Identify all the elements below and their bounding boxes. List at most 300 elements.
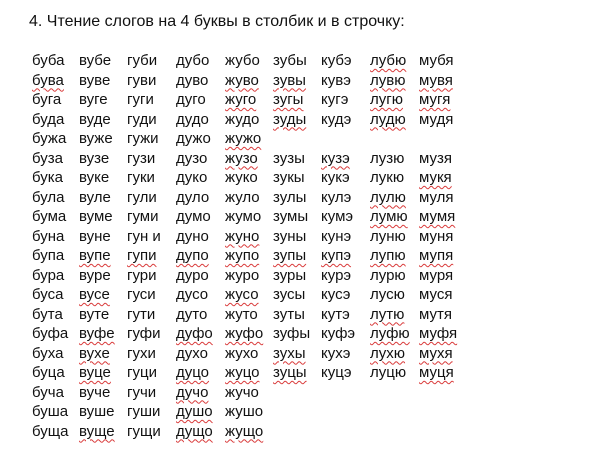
syllable-row	[32, 228, 459, 248]
syllable-cell	[370, 345, 419, 363]
syllable-cell	[370, 325, 419, 343]
syllable-cell	[176, 247, 225, 265]
syllable-cell	[225, 208, 273, 226]
syllable-word: зуны	[273, 227, 307, 245]
syllable-word: жухо	[225, 344, 259, 362]
syllable-row	[32, 208, 459, 228]
syllable-word: бута	[32, 305, 63, 323]
spellcheck-flagged-word: дучо	[176, 383, 209, 401]
spellcheck-flagged-word: зуды	[273, 110, 307, 128]
syllable-cell	[273, 72, 321, 90]
syllable-cell	[225, 403, 273, 421]
syllable-word: вуче	[79, 383, 111, 401]
syllable-cell	[273, 364, 321, 382]
syllable-cell	[127, 384, 176, 402]
syllable-cell	[419, 169, 459, 187]
syllable-cell	[370, 267, 419, 285]
syllable-cell	[273, 286, 321, 304]
syllable-cell	[419, 72, 459, 90]
syllable-word: буца	[32, 364, 65, 381]
syllable-cell	[127, 247, 176, 265]
syllable-cell	[79, 345, 127, 363]
syllable-cell	[321, 208, 370, 226]
syllable-word: гучи	[127, 383, 157, 401]
spellcheck-flagged-word: зуцы	[273, 364, 307, 381]
syllable-cell	[32, 384, 79, 402]
syllable-word: гути	[127, 305, 156, 323]
syllable-word: дуро	[176, 266, 209, 284]
syllable-cell	[370, 189, 419, 207]
syllable-cell	[419, 189, 459, 207]
spellcheck-flagged-word: муфя	[419, 325, 458, 342]
syllable-cell	[176, 130, 225, 148]
syllable-word: мудя	[419, 110, 454, 128]
syllable-cell	[79, 423, 127, 441]
syllable-cell	[225, 150, 273, 168]
syllable-word: гун и	[127, 227, 161, 245]
syllable-cell	[273, 325, 321, 343]
syllable-cell	[79, 150, 127, 168]
syllable-cell	[127, 52, 176, 70]
syllable-cell	[176, 52, 225, 70]
syllable-word: буса	[32, 286, 64, 303]
syllable-cell	[32, 403, 79, 421]
syllable-cell	[273, 267, 321, 285]
syllable-row	[32, 403, 459, 423]
syllable-cell	[419, 325, 459, 343]
syllable-word: дуно	[176, 227, 209, 245]
spellcheck-flagged-word: лутю	[370, 305, 405, 323]
syllable-word: дуто	[176, 305, 208, 323]
syllable-cell	[321, 169, 370, 187]
syllable-cell	[32, 286, 79, 304]
syllable-row	[32, 247, 459, 267]
syllable-cell	[273, 247, 321, 265]
syllable-cell	[32, 247, 79, 265]
syllable-cell	[225, 384, 273, 402]
syllable-row	[32, 72, 459, 92]
syllable-cell	[127, 189, 176, 207]
spellcheck-flagged-word: зухы	[273, 344, 306, 362]
syllable-word: вуте	[79, 305, 110, 323]
syllable-word: муня	[419, 227, 454, 245]
syllable-cell	[176, 384, 225, 402]
syllable-cell	[176, 111, 225, 129]
syllable-cell	[79, 286, 127, 304]
syllable-word: буда	[32, 110, 65, 128]
spellcheck-flagged-word: вухе	[79, 344, 110, 362]
syllable-cell	[79, 306, 127, 324]
syllable-cell	[79, 228, 127, 246]
syllable-cell	[273, 91, 321, 109]
syllable-cell	[127, 325, 176, 343]
syllable-word: музя	[419, 149, 452, 167]
syllable-cell	[176, 364, 225, 382]
syllable-word: вуне	[79, 227, 111, 245]
syllable-cell	[79, 52, 127, 70]
syllable-cell	[321, 91, 370, 109]
syllable-word: вуше	[79, 403, 115, 420]
syllable-cell	[321, 189, 370, 207]
syllable-word: лусю	[370, 286, 405, 303]
syllable-cell	[32, 345, 79, 363]
syllable-row	[32, 111, 459, 131]
spellcheck-flagged-word: жуво	[225, 71, 259, 89]
syllable-word: була	[32, 188, 65, 206]
spellcheck-flagged-word: жущо	[225, 422, 264, 440]
syllable-cell	[419, 364, 459, 382]
syllable-row	[32, 364, 459, 384]
syllable-word: гуди	[127, 110, 157, 128]
syllable-word: буча	[32, 383, 64, 401]
exercise-heading: 4. Чтение слогов на 4 буквы в столбик и в строчку:	[29, 13, 405, 30]
syllable-word: гури	[127, 266, 157, 284]
spellcheck-flagged-word: кузэ	[321, 149, 350, 167]
syllable-cell	[321, 111, 370, 129]
syllable-word: куцэ	[321, 364, 352, 381]
syllable-word: гуги	[127, 91, 154, 108]
syllable-word: зусы	[273, 286, 306, 303]
syllable-word: зукы	[273, 169, 305, 186]
syllable-cell	[273, 111, 321, 129]
syllable-word: мутя	[419, 305, 452, 323]
syllable-cell	[32, 72, 79, 90]
syllable-row	[32, 306, 459, 326]
spellcheck-flagged-word: жуцо	[225, 364, 260, 381]
syllable-cell	[225, 130, 273, 148]
syllable-cell	[370, 91, 419, 109]
syllable-cell	[225, 423, 273, 441]
spellcheck-flagged-word: купэ	[321, 247, 352, 264]
syllable-row	[32, 52, 459, 72]
syllable-word: дуго	[176, 91, 206, 108]
syllable-cell	[79, 325, 127, 343]
syllable-cell	[273, 345, 321, 363]
spellcheck-flagged-word: жуфо	[225, 325, 264, 342]
syllable-word: жуто	[225, 305, 258, 323]
syllable-word: бука	[32, 169, 63, 186]
spellcheck-flagged-word: лубю	[370, 52, 407, 69]
syllable-word: кутэ	[321, 305, 350, 323]
syllable-word: бура	[32, 266, 65, 284]
syllable-cell	[370, 306, 419, 324]
syllable-cell	[370, 169, 419, 187]
spellcheck-flagged-word: бува	[32, 71, 64, 89]
syllable-cell	[176, 286, 225, 304]
syllable-cell	[176, 208, 225, 226]
syllable-word: зуфы	[273, 325, 311, 342]
syllable-cell	[32, 325, 79, 343]
syllable-cell	[225, 72, 273, 90]
syllable-word: муля	[419, 188, 454, 206]
syllable-word: дуло	[176, 188, 210, 206]
syllable-cell	[32, 91, 79, 109]
syllable-cell	[321, 306, 370, 324]
spellcheck-flagged-word: мукя	[419, 169, 452, 186]
syllable-word: дужо	[176, 130, 211, 147]
syllable-word: вуде	[79, 110, 111, 128]
syllable-cell	[127, 208, 176, 226]
syllable-cell	[127, 286, 176, 304]
syllable-word: вузе	[79, 149, 110, 167]
syllable-word: луню	[370, 227, 406, 245]
syllable-row	[32, 286, 459, 306]
syllable-cell	[79, 169, 127, 187]
syllable-row	[32, 384, 459, 404]
syllable-cell	[127, 228, 176, 246]
spellcheck-flagged-word: лугю	[370, 91, 403, 108]
syllable-cell	[370, 364, 419, 382]
syllable-word: жудо	[225, 110, 260, 128]
spellcheck-flagged-word: мухя	[419, 344, 453, 362]
syllable-row	[32, 91, 459, 111]
spellcheck-flagged-word: дуфо	[176, 325, 213, 342]
syllable-cell	[79, 247, 127, 265]
syllable-cell	[419, 91, 459, 109]
syllable-row	[32, 189, 459, 209]
syllable-cell	[321, 72, 370, 90]
spellcheck-flagged-word: лумю	[370, 208, 408, 225]
syllable-word: гуши	[127, 403, 161, 420]
syllable-cell	[370, 247, 419, 265]
syllable-cell	[32, 364, 79, 382]
syllable-word: буза	[32, 149, 63, 167]
spellcheck-flagged-word: мугя	[419, 91, 451, 108]
syllable-cell	[32, 208, 79, 226]
syllable-word: гухи	[127, 344, 156, 362]
syllable-cell	[127, 169, 176, 187]
syllable-word: буфа	[32, 325, 69, 342]
spellcheck-flagged-word: мупя	[419, 247, 454, 264]
syllable-word: вуке	[79, 169, 110, 186]
syllable-word: вуве	[79, 71, 111, 89]
spellcheck-flagged-word: муця	[419, 364, 454, 381]
spellcheck-flagged-word: жупо	[225, 247, 260, 264]
spellcheck-flagged-word: дупо	[176, 247, 209, 264]
syllable-word: гуси	[127, 286, 156, 303]
syllable-cell	[370, 228, 419, 246]
syllable-cell	[127, 403, 176, 421]
syllable-row	[32, 345, 459, 365]
syllable-word: зуты	[273, 305, 305, 323]
syllable-cell	[273, 150, 321, 168]
syllable-cell	[225, 286, 273, 304]
spellcheck-flagged-word: вусе	[79, 286, 110, 303]
syllable-cell	[32, 130, 79, 148]
spellcheck-flagged-word: вуще	[79, 422, 115, 440]
syllable-cell	[321, 247, 370, 265]
syllable-cell	[79, 189, 127, 207]
syllable-word: гуци	[127, 364, 157, 381]
syllable-word: дузо	[176, 149, 208, 167]
syllable-word: гуви	[127, 71, 157, 89]
syllable-word: гуфи	[127, 325, 161, 342]
spellcheck-flagged-word: душо	[176, 403, 213, 420]
syllable-cell	[225, 306, 273, 324]
syllable-word: кудэ	[321, 110, 352, 128]
syllable-word: жумо	[225, 208, 262, 225]
syllable-cell	[176, 91, 225, 109]
syllable-word: куфэ	[321, 325, 356, 342]
syllable-word: кукэ	[321, 169, 350, 186]
spellcheck-flagged-word: жуно	[225, 227, 260, 245]
syllable-cell	[321, 364, 370, 382]
syllable-cell	[79, 111, 127, 129]
spellcheck-flagged-word: лупю	[370, 247, 406, 264]
syllable-word: кухэ	[321, 344, 351, 362]
syllable-cell	[79, 208, 127, 226]
syllable-word: лукю	[370, 169, 405, 186]
syllable-word: вуге	[79, 91, 108, 108]
spellcheck-flagged-word: зувы	[273, 71, 306, 89]
syllable-word: буба	[32, 52, 65, 69]
syllable-word: кугэ	[321, 91, 349, 108]
syllable-cell	[419, 267, 459, 285]
syllable-word: бума	[32, 208, 67, 225]
syllable-cell	[127, 267, 176, 285]
syllable-cell	[370, 111, 419, 129]
syllable-word: гуми	[127, 208, 159, 225]
syllable-cell	[370, 150, 419, 168]
syllable-cell	[419, 111, 459, 129]
syllable-cell	[321, 286, 370, 304]
syllable-word: вубе	[79, 52, 112, 69]
spellcheck-flagged-word: вуфе	[79, 325, 115, 342]
syllable-word: дусо	[176, 286, 209, 303]
syllable-cell	[419, 306, 459, 324]
syllable-cell	[225, 91, 273, 109]
syllable-cell	[176, 72, 225, 90]
syllable-word: дуко	[176, 169, 208, 186]
syllable-cell	[419, 52, 459, 70]
spellcheck-flagged-word: жузо	[225, 149, 258, 167]
syllable-word: кувэ	[321, 71, 351, 89]
syllable-cell	[127, 364, 176, 382]
syllable-cell	[225, 267, 273, 285]
syllable-cell	[321, 228, 370, 246]
syllable-word: буша	[32, 403, 69, 420]
syllable-word: жучо	[225, 383, 259, 401]
syllable-word: мубя	[419, 52, 454, 69]
syllable-word: лурю	[370, 266, 406, 284]
syllable-cell	[419, 228, 459, 246]
syllable-word: зузы	[273, 149, 305, 167]
syllable-cell	[32, 189, 79, 207]
syllable-cell	[321, 150, 370, 168]
syllable-word: зумы	[273, 208, 309, 225]
syllable-word: буха	[32, 344, 64, 362]
syllable-cell	[127, 91, 176, 109]
syllable-word: жуло	[225, 188, 260, 206]
syllable-word: думо	[176, 208, 211, 225]
syllable-word: кумэ	[321, 208, 354, 225]
syllable-word: дубо	[176, 52, 210, 69]
syllable-word: муря	[419, 266, 454, 284]
syllable-word: кунэ	[321, 227, 352, 245]
syllable-word: духо	[176, 344, 208, 362]
syllable-cell	[273, 306, 321, 324]
spellcheck-flagged-word: гупи	[127, 247, 157, 264]
syllable-cell	[32, 111, 79, 129]
syllable-row	[32, 169, 459, 189]
syllable-cell	[419, 286, 459, 304]
syllable-cell	[370, 72, 419, 90]
spellcheck-flagged-word: мумя	[419, 208, 456, 225]
spellcheck-flagged-word: лудю	[370, 110, 406, 128]
syllable-word: вуле	[79, 188, 111, 206]
syllable-cell	[419, 150, 459, 168]
syllable-cell	[79, 364, 127, 382]
spellcheck-flagged-word: дуцо	[176, 364, 210, 381]
syllable-word: губи	[127, 52, 158, 69]
syllable-cell	[370, 208, 419, 226]
syllable-word: жубо	[225, 52, 260, 69]
syllable-cell	[127, 72, 176, 90]
syllable-word: жушо	[225, 403, 264, 420]
syllable-word: кусэ	[321, 286, 351, 303]
syllable-cell	[225, 111, 273, 129]
syllable-cell	[321, 52, 370, 70]
syllable-word: буга	[32, 91, 62, 108]
syllable-word: вуре	[79, 266, 111, 284]
syllable-word: дудо	[176, 110, 209, 128]
syllable-cell	[321, 345, 370, 363]
spellcheck-flagged-word: жусо	[225, 286, 259, 303]
syllable-word: вуже	[79, 130, 113, 147]
syllable-cell	[32, 228, 79, 246]
syllable-cell	[273, 208, 321, 226]
syllable-cell	[273, 52, 321, 70]
syllable-word: кулэ	[321, 188, 352, 206]
syllable-cell	[79, 91, 127, 109]
syllable-row	[32, 267, 459, 287]
spellcheck-flagged-word: вупе	[79, 247, 111, 264]
syllable-cell	[225, 189, 273, 207]
syllable-word: бужа	[32, 130, 67, 147]
syllable-cell	[176, 169, 225, 187]
spellcheck-flagged-word: мувя	[419, 71, 453, 89]
syllable-cell	[79, 384, 127, 402]
syllable-table	[32, 52, 459, 442]
syllable-cell	[419, 208, 459, 226]
syllable-cell	[225, 228, 273, 246]
spellcheck-flagged-word: зупы	[273, 247, 307, 264]
syllable-cell	[32, 306, 79, 324]
syllable-cell	[32, 52, 79, 70]
syllable-cell	[32, 267, 79, 285]
spellcheck-flagged-word: луфю	[370, 325, 410, 342]
syllable-row	[32, 150, 459, 170]
spellcheck-flagged-word: жужо	[225, 130, 262, 147]
syllable-row	[32, 325, 459, 345]
syllable-cell	[176, 345, 225, 363]
syllable-cell	[176, 150, 225, 168]
syllable-cell	[419, 345, 459, 363]
syllable-word: гули	[127, 188, 157, 206]
syllable-word: жуко	[225, 169, 258, 186]
syllable-cell	[176, 403, 225, 421]
syllable-word: гужи	[127, 130, 159, 147]
syllable-row	[32, 130, 459, 150]
syllable-cell	[79, 267, 127, 285]
spellcheck-flagged-word: лувю	[370, 71, 406, 89]
spellcheck-flagged-word: жуго	[225, 91, 257, 108]
syllable-cell	[225, 247, 273, 265]
syllable-cell	[370, 52, 419, 70]
syllable-word: луцю	[370, 364, 407, 381]
syllable-word: курэ	[321, 266, 352, 284]
syllable-cell	[176, 306, 225, 324]
